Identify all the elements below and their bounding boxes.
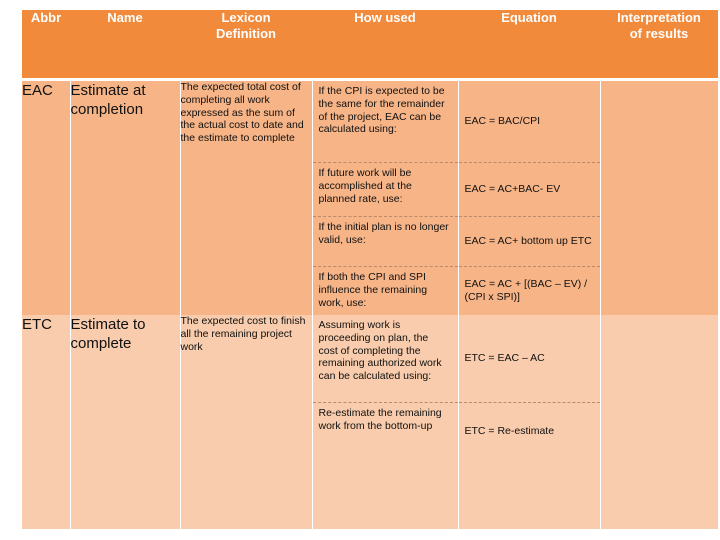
how-used-item <box>313 267 458 315</box>
how-used-text: If the initial plan is no longer valid, use: <box>318 221 449 246</box>
header-interpretation: Interpretation of results <box>600 10 718 80</box>
cell-name: Estimate at completion <box>70 80 180 316</box>
cell-name: Estimate to complete <box>70 315 180 529</box>
cell-definition: The expected total cost of completing all work expressed as the sum of the actual cost to date and the estimate to complete <box>180 80 312 316</box>
equation-text: EAC = AC + [(BAC – EV) / (CPI x SPI)] <box>464 278 588 303</box>
cell-how-used <box>312 315 458 529</box>
table-row-eac <box>22 80 718 316</box>
header-definition: Lexicon Definition <box>180 10 312 80</box>
how-used-text: Re-estimate the remaining work from the bottom-up <box>318 407 442 432</box>
how-used-item <box>313 217 458 267</box>
equation-item <box>459 267 600 315</box>
earned-value-table <box>22 10 718 529</box>
equation-item <box>459 403 600 529</box>
table-row-etc <box>22 315 718 529</box>
equation-text: EAC = BAC/CPI <box>464 115 541 128</box>
cell-definition: The expected cost to finish all the remaining project work <box>180 315 312 529</box>
equation-item <box>459 217 600 267</box>
how-used-item <box>313 315 458 403</box>
header-abbr: Abbr <box>22 10 70 80</box>
equation-item <box>459 163 600 217</box>
how-used-text: If future work will be accomplished at the planned rate, use: <box>318 167 412 205</box>
header-equation: Equation <box>458 10 600 80</box>
cell-abbr: ETC <box>22 315 70 529</box>
how-used-text: If both the CPI and SPI influence the remaining work, use: <box>318 271 428 309</box>
equation-item <box>459 81 600 163</box>
cell-interpretation <box>600 315 718 529</box>
cell-how-used <box>312 80 458 316</box>
how-used-text: Assuming work is proceeding on plan, the cost of completing the remaining authorized work can be calculated using: <box>318 319 442 383</box>
equation-text: ETC = EAC – AC <box>464 352 545 365</box>
equation-text: EAC = AC+ bottom up ETC <box>464 235 592 248</box>
header-how-used: How used <box>312 10 458 80</box>
equation-item <box>459 315 600 403</box>
equation-text: ETC = Re-estimate <box>464 425 555 437</box>
how-used-item <box>313 81 458 163</box>
how-used-text: If the CPI is expected to be the same for the remainder of the project, EAC can be calculated using: <box>318 85 445 136</box>
how-used-item <box>313 403 458 529</box>
cell-abbr: EAC <box>22 80 70 316</box>
header-row <box>22 10 718 80</box>
how-used-item <box>313 163 458 217</box>
cell-equation <box>458 80 600 316</box>
cell-interpretation <box>600 80 718 316</box>
cell-equation <box>458 315 600 529</box>
header-name: Name <box>70 10 180 80</box>
equation-text: EAC = AC+BAC- EV <box>464 183 561 196</box>
